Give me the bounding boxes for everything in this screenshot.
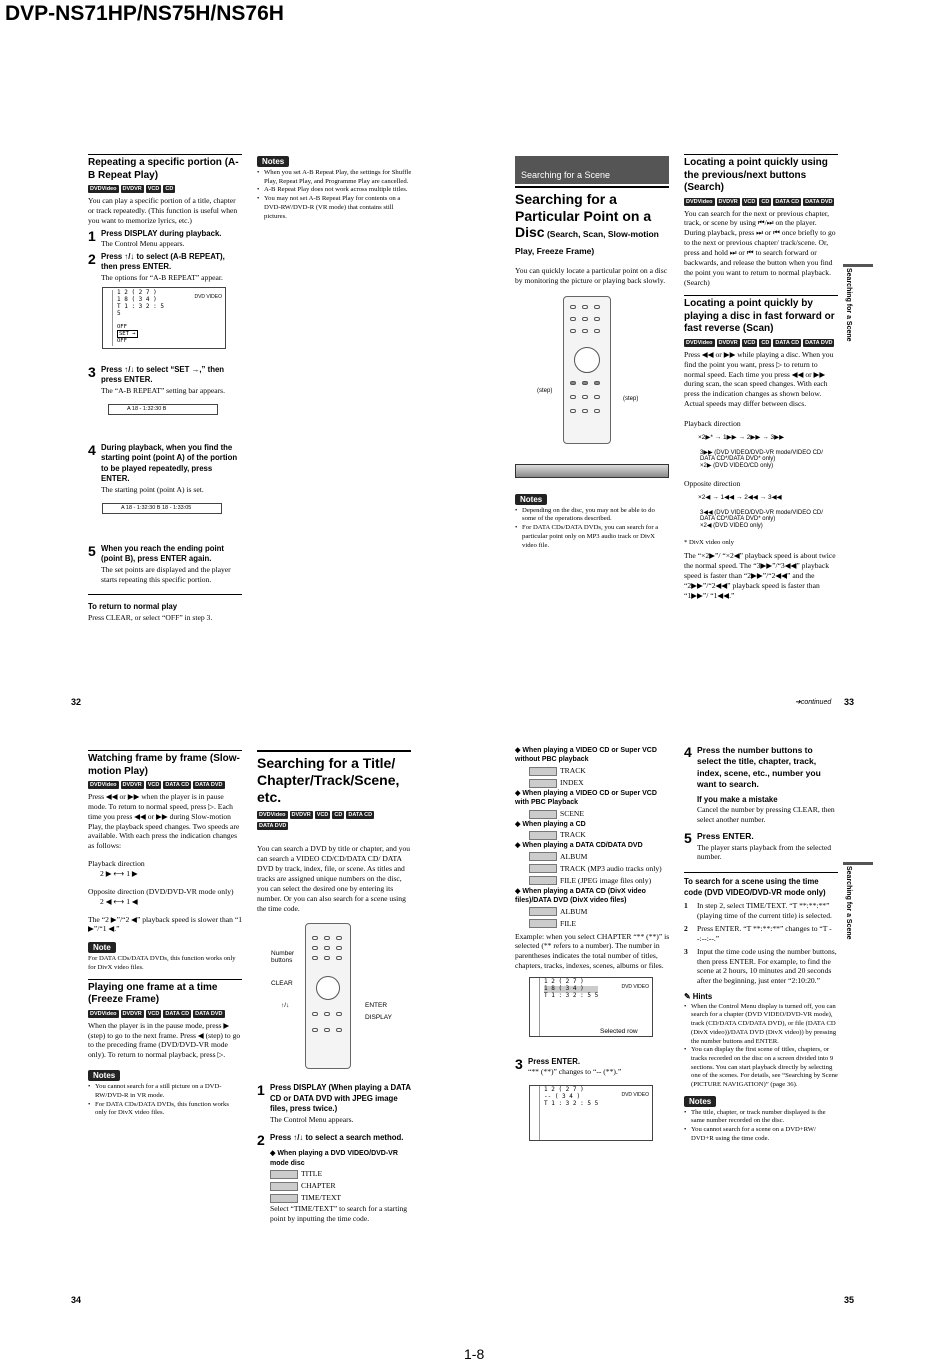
option-heading: ◆ When playing a DATA CD (DivX video files)/DATA DVD (DivX video files): [515, 887, 646, 905]
step-3: 3 Press ENTER. “** (**)” changes to “-- (**).”: [515, 1055, 622, 1077]
ab-setting-bar: A 18 - 1:32:30 B 18 - 1:33:05: [102, 503, 222, 514]
step-4: 4 During playback, when you find the starting point (point A) of the portion to be played repeatedly, press ENTER. The starting point (point A) is set.: [88, 443, 242, 495]
step-detail: The Control Menu appears.: [101, 239, 185, 249]
tc-step-1: 1 In step 2, select TIME/TEXT. “T **:**:**” (playing time of the current title) is selected.: [684, 901, 832, 921]
step-detail: The set points are displayed and the player starts repeating this specific portion.: [101, 564, 231, 584]
option-heading: ◆ When playing a VIDEO CD or Super VCD without PBC playback: [515, 747, 657, 764]
page-32-notes: [257, 156, 412, 221]
direction-label: Playback direction: [684, 419, 741, 429]
option-heading: ◆ When playing a CD: [515, 820, 586, 828]
speed-explanation: The “×2▶”/ “×2◀” playback speed is about twice the normal speed. The “3▶▶”/“3◀◀” playback speed is faster than “2▶▶”/“2◀◀” and the “2▶▶”/“2◀◀” playback speed is faster than “1▶▶”/ “1◀◀.”: [684, 551, 836, 600]
section-tag: Searching for a Scene: [515, 156, 669, 184]
page-35-left: [515, 746, 671, 1141]
page-number: 34: [71, 1295, 82, 1305]
remote-button: [312, 1028, 318, 1032]
remote-button: [336, 1028, 342, 1032]
section-body: Press ◀◀ or ▶▶ when the player is in pause mode. To return to normal speed, press ▷. Each time you press ◀◀ or ▶▶ during Slow-motion Play, the playback speed changes. Two speeds are available. With each press the indication changes as follows:: [88, 792, 240, 851]
step-detail: The player starts playback from the selected number.: [697, 842, 832, 862]
step-detail: “** (**)” changes to “-- (**).”: [528, 1067, 622, 1077]
step-2: 2 Press ↑/↓ to select (A-B REPEAT), then press ENTER. The options for “A-B REPEAT” appear.: [88, 252, 242, 283]
note-item: • Depending on the disc, you may not be able to do some of the operations described.: [515, 507, 669, 524]
disc-badges: DVDVideo DVDVR VCD CD DATA CD DATA DVD: [686, 198, 833, 205]
page-33-right: [684, 154, 838, 601]
selected-row-label: Selected row: [600, 1027, 638, 1035]
menu-values: 1 2 ( 2 7 ) -- ( 3 4 ) T 1 : 3 2 : 5 5: [544, 1086, 599, 1108]
remote-button: [582, 305, 588, 309]
step-detail: Select “TIME/TEXT” to search for a starting point by inputting the time code.: [270, 1204, 408, 1224]
remote-button: [570, 329, 576, 333]
step-detail: The “A-B REPEAT” setting bar appears.: [101, 385, 225, 395]
step-text: Press ↑/↓ to select a search method.: [270, 1132, 404, 1142]
control-menu-screen: [529, 977, 653, 1037]
hint-item: • When the Control Menu display is turned off, you can search for a chapter (DVD VIDEO/DVD-VR mode), track (CD/DATA CD/DATA DVD), or file (DATA CD (DivX video))/DATA DVD (DivX video)) by pressing the number buttons and ENTER.: [684, 1003, 838, 1047]
step-5: 5 Press ENTER. The player starts playback from the selected number.: [684, 831, 838, 862]
disc-type-label: DVD VIDEO: [621, 1092, 649, 1099]
rule: [257, 750, 411, 752]
example-text: Example: when you select CHAPTER “** (**)” is selected (** refers to a number). The number in parentheses indicates the total number of titles, chapters, tracks, indexes, scenes, albums or files.: [515, 931, 670, 971]
album-icon: [529, 907, 557, 916]
number-button: [312, 936, 318, 940]
remote-button: [570, 317, 576, 321]
step-text: When you reach the ending point (point B), press ENTER again.: [101, 543, 225, 564]
speed-sequence: 2 ◀ ⟷ 1 ◀: [100, 896, 138, 906]
rule: [684, 295, 838, 296]
step-1: 1 Press DISPLAY during playback. The Control Menu appears.: [88, 227, 222, 249]
continued-label: ➜continued: [795, 699, 832, 706]
chapter-icon: [270, 1182, 298, 1191]
option-chapter: CHAPTER: [270, 1180, 411, 1192]
timecode-heading: To search for a scene using the time code (DVD VIDEO/DVD-VR mode only): [684, 877, 826, 897]
note-item: • A-B Repeat Play does not work across multiple titles.: [257, 186, 412, 195]
remote-button: [582, 409, 588, 413]
note-item: • You cannot search for a scene on a DVD+RW/ DVD+R using the time code.: [684, 1126, 838, 1143]
tc-step-3: 3 Input the time code using the number buttons, then press ENTER. For example, to find the scene at 2 hours, 10 minutes and 20 seconds after the beginning, just enter “2:10:20.”: [684, 946, 837, 986]
number-button: [336, 946, 342, 950]
remote-button: [594, 329, 600, 333]
number-buttons-label: Number buttons: [271, 950, 295, 964]
option-track: TRACK: [529, 765, 671, 777]
step-forward-label: (step): [623, 396, 639, 402]
option-track: TRACK (MP3 audio tracks only): [529, 863, 671, 875]
notes-block: [88, 1070, 242, 1118]
page-32-column: [88, 154, 242, 623]
page-heading: Searching for a Title/ Chapter/Track/Scene, etc.: [257, 755, 400, 805]
menu-icon-column: [530, 1086, 540, 1140]
menu-icon-column: [103, 290, 113, 346]
number-button: [312, 956, 318, 960]
speed-sequence: ×2▶* → 1▶▶ → 2▶▶ → 3▶▶: [698, 433, 785, 441]
return-heading: To return to normal play: [88, 602, 178, 612]
step-text: Press DISPLAY (When playing a DATA CD or DATA DVD with JPEG image files, press twice.): [270, 1083, 411, 1114]
step-detail: The options for “A-B REPEAT” appear.: [101, 272, 223, 282]
speed-note: 3◀◀ (DVD VIDEO/DVD-VR mode/VIDEO CD/ DATA CD*/DATA DVD* only) ×2◀ (DVD VIDEO only): [700, 509, 823, 529]
notes-label: Notes: [515, 494, 547, 505]
step-text: Press ENTER.: [528, 1056, 581, 1066]
section-heading: Watching frame by frame (Slow-motion Play): [88, 753, 240, 777]
option-scene: SCENE: [529, 808, 671, 820]
section-heading: Playing one frame at a time (Freeze Frame): [88, 981, 218, 1006]
step-4: 4 Press the number buttons to select the title, chapter, track, index, scene, etc., number you want to search. If you make a mistake Cancel the number by pressing CLEAR, then select another number.: [684, 745, 838, 825]
remote-button: [594, 317, 600, 321]
option-title: TITLE: [270, 1168, 411, 1180]
badge: CD: [165, 186, 174, 192]
remote-button: [312, 1012, 318, 1016]
remote-button: [570, 409, 576, 413]
step-back-label: (step): [537, 388, 553, 394]
step-text: Press ENTER.: [697, 831, 754, 842]
side-tab-bar: [843, 264, 873, 267]
intro-text: You can search a DVD by title or chapter, and you can search a VIDEO CD/CD/DATA CD/ DATA DVD by track, index, file, or scene. As titles and tracks are assigned unique numbers on the disc, you can select the desired one by entering its number. Or you can also search for a scene using the time code.: [257, 844, 411, 913]
step-detail: The starting point (point A) is set.: [101, 484, 204, 494]
number-button: [336, 936, 342, 940]
page-number: 35: [844, 1295, 855, 1305]
note-item: • For DATA CDs/DATA DVDs, this function works only for DivX video files.: [88, 1101, 242, 1118]
scan-forward-button: [594, 381, 600, 385]
speed-explanation: The “2 ▶”/“2 ◀” playback speed is slower than “1 ▶”/“1 ◀.”: [88, 914, 243, 934]
tc-step-2: 2 Press ENTER. “T **:**:**” changes to “T --:--:--.”: [684, 924, 832, 943]
section-body: You can search for the next or previous chapter, track, or scene by using ⏮/⏭ on the player. During playback, press ⏭ or ⏮ once briefly to go to the next or previous chapter/ track/scene. Or, press and hold ⏭ or ⏮ to search forward or backwards, and release the button when you find the point you want to return to normal playback. (Search): [684, 208, 836, 287]
notes-block: [515, 494, 669, 551]
remote-button: [570, 395, 576, 399]
ab-setting-bar: A 18 - 1:32:30 B: [108, 404, 218, 415]
note-label: Note: [88, 942, 116, 953]
menu-values: 1 2 ( 2 7 ) 1 8 ( 3 4 ) T 1 : 3 2 : 5 5: [117, 288, 164, 317]
side-tab-label: Searching for a Scene: [845, 866, 852, 940]
page-number: 32: [71, 697, 82, 707]
hint-item: • You can display the first scene of titles, chapters, or tracks recorded on the disc on a screen divided into 9 sections. You can start playback directly by selecting one of the scenes. For details, see “Searching by Scene (PICTURE NAVIGATION)” (page 36).: [684, 1046, 838, 1090]
disc-badges: [88, 185, 242, 193]
option-heading: ◆ When playing a DVD VIDEO/DVD-VR mode disc: [270, 1150, 398, 1167]
rule: [684, 872, 838, 873]
badge: VCD: [147, 186, 160, 192]
display-label: DISPLAY: [365, 1014, 392, 1021]
page-35-right: [684, 742, 838, 1144]
track-icon: [529, 767, 557, 776]
divx-footnote: * DivX video only: [684, 538, 734, 546]
document-title: DVP-NS71HP/NS75H/NS76H: [5, 2, 284, 25]
direction-label: Opposite direction (DVD/DVD-VR mode only): [88, 886, 234, 896]
page-heading: Searching for a Particular Point on a Disc (Search, Scan, Slow-motion Play, Freeze Frame): [515, 190, 659, 257]
return-text: Press CLEAR, or select “OFF” in step 3.: [88, 612, 213, 622]
time-icon: [270, 1194, 298, 1203]
index-icon: [529, 779, 557, 788]
option-file: FILE (JPEG image files only): [529, 875, 671, 887]
remote-button: [336, 1012, 342, 1016]
intro-text: You can quickly locate a particular point on a disc by monitoring the picture or playing back slowly.: [515, 265, 668, 285]
remote-button: [570, 305, 576, 309]
dpad-icon: [316, 976, 340, 1000]
rule: [88, 750, 242, 751]
direction-label: Playback direction: [88, 859, 145, 869]
option-heading: ◆ When playing a DATA CD/DATA DVD: [515, 842, 643, 850]
badge: DVDVideo: [90, 186, 117, 192]
control-menu-screen: [102, 287, 226, 349]
section-body: When the player is in the pause mode, press ▶ (step) to go to the next frame. Press ◀ (step) to go to the preceding frame (DVD/DVD-VR mode only). To return to normal playback, press ▷.: [88, 1020, 241, 1060]
step-text: During playback, when you find the starting point (point A) of the portion to be played repeatedly, press ENTER.: [101, 442, 238, 484]
mistake-text: Cancel the number by pressing CLEAR, then select another number.: [697, 805, 835, 825]
remote-button: [594, 305, 600, 309]
arrows-label: ↑/↓: [281, 1002, 290, 1009]
remote-button: [594, 395, 600, 399]
rule: [684, 154, 838, 155]
disc-badges: DATA DVD: [259, 823, 287, 830]
note-item: • The title, chapter, or track number displayed is the same number recorded on the disc.: [684, 1109, 838, 1126]
step-text: Press the number buttons to select the title, chapter, track, index, scene, etc., number you want to search.: [697, 745, 821, 790]
remote-button: [582, 329, 588, 333]
sheet-number: 1-8: [464, 1346, 485, 1362]
step-3: 3 Press ↑/↓ to select “SET →,” then press ENTER. The “A-B REPEAT” setting bar appears.: [88, 365, 242, 396]
player-front-panel: [515, 464, 669, 478]
option-time: TIME/TEXT: [270, 1192, 411, 1204]
notes-label: Notes: [257, 156, 289, 167]
section-heading: Repeating a specific portion (A-B Repeat Play): [88, 157, 239, 181]
step-5: 5 When you reach the ending point (point B), press ENTER again. The set points are displayed and the player starts repeating this specific portion.: [88, 544, 242, 585]
number-button: [324, 936, 330, 940]
enter-label: ENTER: [365, 1002, 388, 1009]
note-block: [88, 942, 242, 972]
number-button: [312, 946, 318, 950]
option-heading: ◆ When playing a VIDEO CD or Super VCD with PBC Playback: [515, 789, 657, 807]
section-heading: Locating a point quickly by playing a disc in fast forward or fast reverse (Scan): [684, 298, 835, 335]
direction-label: Opposite direction: [684, 478, 741, 488]
play-button: [582, 381, 588, 385]
disc-badges: DVDVideo DVDVR VCD CD DATA CD DATA DVD: [686, 339, 833, 346]
disc-badges: DVDVideo DVDVR VCD DATA CD DATA DVD: [90, 782, 223, 788]
notes-label: Notes: [88, 1070, 120, 1081]
step-text: Press DISPLAY during playback.: [101, 228, 222, 238]
badge: DVDVR: [122, 186, 142, 192]
remote-button: [324, 1012, 330, 1016]
menu-icon-column: [530, 978, 540, 1036]
option-index: INDEX: [529, 777, 671, 789]
page-number: 33: [844, 697, 855, 707]
track-icon: [529, 831, 557, 840]
page-34-left: [88, 750, 242, 1118]
option-file: FILE: [529, 918, 671, 930]
rule: [88, 154, 242, 155]
dpad-icon: [574, 347, 600, 373]
option-album: ALBUM: [529, 851, 671, 863]
option-list: OFF SET → OFF: [117, 323, 136, 345]
scene-icon: [529, 810, 557, 819]
clear-label: CLEAR: [271, 980, 293, 987]
disc-badges: DVDVideo DVDVR VCD DATA CD DATA DVD: [90, 1010, 223, 1017]
page-34-right: [257, 750, 411, 1224]
remote-button: [594, 409, 600, 413]
step-detail: The Control Menu appears.: [270, 1114, 354, 1124]
disc-type-label: DVD VIDEO: [194, 293, 222, 300]
intro-text: You can play a specific portion of a title, chapter or track repeatedly. (This function is useful when you want to memorize lyrics, etc.): [88, 196, 238, 225]
rule: [88, 594, 242, 595]
number-button: [324, 956, 330, 960]
scan-back-button: [570, 381, 576, 385]
track-icon: [529, 864, 557, 873]
control-menu-screen: [529, 1085, 653, 1141]
rule: [88, 979, 242, 980]
side-tab-bar: [843, 862, 873, 865]
file-icon: [529, 919, 557, 928]
note-item: • You may not set A-B Repeat Play for contents on a DVD-RW/DVD-R (VR mode) that contains still pictures.: [257, 195, 412, 221]
step-text: Press ↑/↓ to select “SET →,” then press ENTER.: [101, 364, 225, 385]
side-tab-label: Searching for a Scene: [845, 268, 852, 342]
hint-icon: ✎: [684, 992, 693, 1002]
mistake-heading: If you make a mistake: [697, 794, 778, 804]
remote-illustration: [305, 923, 351, 1069]
note-item: • You cannot search for a still picture on a DVD-RW/DVD-R in VR mode.: [88, 1083, 242, 1100]
remote-illustration: [563, 296, 611, 444]
menu-values: 1 2 ( 2 7 ) 1 8 ( 3 4 ) T 1 : 3 2 : 5 5: [544, 977, 599, 999]
file-icon: [529, 876, 557, 885]
note-item: For DATA CDs/DATA DVDs, this function works only for DivX video files.: [88, 955, 236, 972]
option-album: ALBUM: [529, 906, 671, 918]
number-button: [324, 946, 330, 950]
note-item: • When you set A-B Repeat Play, the settings for Shuffle Play, Repeat Play, and Programme Play are cancelled.: [257, 169, 412, 186]
section-heading: Locating a point quickly using the previous/next buttons (Search): [684, 157, 828, 193]
step-text: Press ↑/↓ to select (A-B REPEAT), then press ENTER.: [101, 251, 225, 272]
notes-block: [684, 1096, 838, 1144]
speed-sequence: ×2◀ → 1◀◀ → 2◀◀ → 3◀◀: [698, 493, 782, 501]
note-item: • For DATA CDs/DATA DVDs, you can search for a particular point only on MP3 audio track or DivX video file.: [515, 524, 669, 550]
step-2: 2 Press ↑/↓ to select a search method. ◆ When playing a DVD VIDEO/DVD-VR mode disc TITLE CHAPTER TIME/TEXT Select “TIME/TEXT” to search for a starting point by inputting the time code.: [257, 1133, 411, 1224]
page-33-left: [515, 156, 669, 550]
rule: [515, 186, 669, 188]
speed-sequence: 2 ▶ ⟷ 1 ▶: [100, 869, 138, 879]
disc-badges: DVDVideo DVDVR VCD CD DATA CD: [259, 812, 373, 819]
album-icon: [529, 852, 557, 861]
hints-heading: ✎ Hints: [684, 992, 713, 1002]
remote-button: [582, 395, 588, 399]
section-body: Press ◀◀ or ▶▶ while playing a disc. When you find the point you want, press ▷ to return to normal speed. Each time you press ◀◀ or ▶▶ during scan, the scan speed changes. With each press the indication changes as shown below. Actual speeds may differ between discs.: [684, 349, 834, 409]
speed-note: 3▶▶ (DVD VIDEO/DVD-VR mode/VIDEO CD/ DATA CD*/DATA DVD* only) ×2▶ (DVD VIDEO/CD only): [700, 449, 823, 469]
step-1: 1 Press DISPLAY (When playing a DATA CD or DATA DVD with JPEG image files, press twice.) The Control Menu appears.: [257, 1082, 411, 1124]
notes-label: Notes: [684, 1096, 716, 1107]
title-icon: [270, 1170, 298, 1179]
remote-button: [582, 317, 588, 321]
disc-type-label: DVD VIDEO: [621, 983, 649, 990]
remote-button: [324, 1028, 330, 1032]
option-track: TRACK: [529, 829, 671, 841]
number-button: [336, 956, 342, 960]
